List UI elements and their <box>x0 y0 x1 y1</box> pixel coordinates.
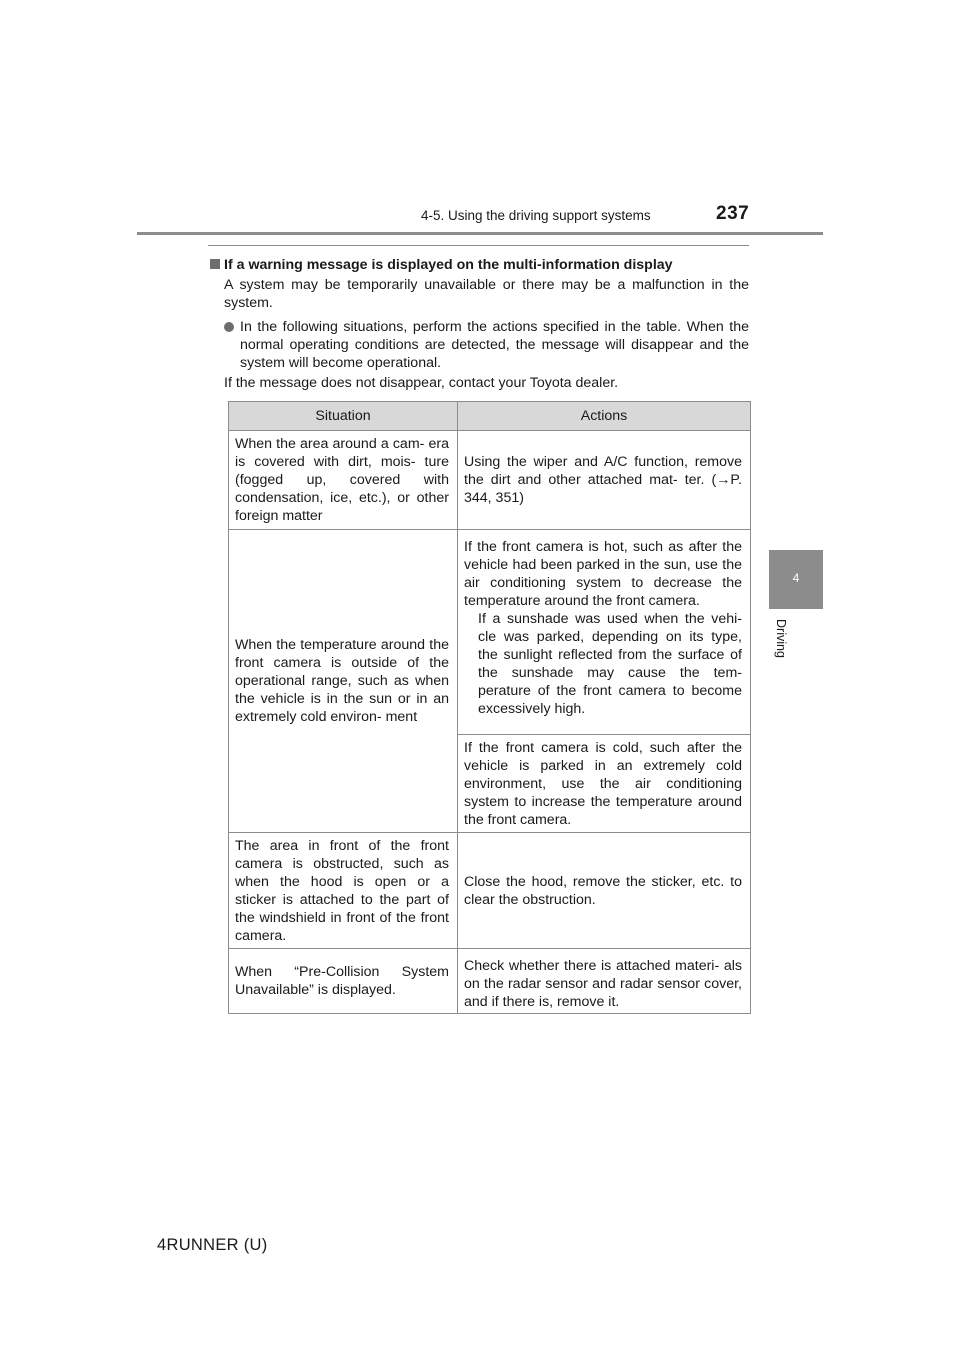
square-bullet-icon <box>210 259 220 269</box>
table-row <box>229 949 751 1014</box>
table-row <box>229 833 751 949</box>
chapter-label: Driving <box>774 619 788 658</box>
column-header-actions: Actions <box>458 402 751 431</box>
heading-text: If a warning message is displayed on the multi-information display <box>224 257 673 273</box>
section-heading <box>210 256 673 274</box>
page-number: 237 <box>716 203 750 224</box>
chapter-number: 4 <box>792 571 800 585</box>
section-title: 4-5. Using the driving support systems <box>421 208 651 223</box>
model-footer: 4RUNNER (U) <box>157 1236 268 1254</box>
situation-cell: The area in front of the front camera is obstructed, such as when the hood is open or a sticker is attached to the part of the windshield in front of the front camera. <box>229 833 458 949</box>
action-cell: If the front camera is cold, such after the vehicle is parked in an extremely cold environment, use the air conditioning system to increase the temperature around the front camera. <box>458 735 751 833</box>
table-row <box>229 530 751 735</box>
action-cell <box>458 530 751 735</box>
table-row <box>229 431 751 530</box>
situation-cell: When “Pre-Collision System Unavailable” is displayed. <box>229 949 458 1014</box>
action-cell: Check whether there is attached materi- als on the radar sensor and radar sensor cover, and if there is, remove it. <box>458 949 751 1014</box>
header-rule <box>137 232 823 235</box>
column-header-situation: Situation <box>229 402 458 431</box>
situation-cell: When the temperature around the front camera is outside of the operational range, such as when the vehicle is in the sun or in an extremely cold environ- ment <box>229 530 458 833</box>
action-cell: Using the wiper and A/C function, remove the dirt and other attached mat- ter. (→P. 344, 351) <box>458 431 751 530</box>
situation-cell: When the area around a cam- era is covered with dirt, mois- ture (fogged up, covered with condensation, ice, etc.), or other foreign matter <box>229 431 458 530</box>
bullet-text: In the following situations, perform the actions specified in the table. When the normal operating conditions are detected, the message will disappear and the system will become operational. <box>240 319 749 371</box>
action-note: If a sunshade was used when the vehi- cle was parked, depending on its type, the sunlight reflected from the surface of the sunshade may cause the tem- perature of the front camera to become excessively high. <box>478 611 742 717</box>
table-header-row <box>229 402 751 431</box>
action-cell: Close the hood, remove the sticker, etc. to clear the obstruction. <box>458 833 751 949</box>
warning-table <box>228 401 751 1014</box>
action-text: If the front camera is hot, such as after the vehicle had been parked in the sun, use the air conditioning system to decrease the temperature around the front camera. <box>464 539 742 609</box>
bullet-item <box>224 318 749 372</box>
round-bullet-icon <box>224 322 234 332</box>
content-rule <box>208 245 749 246</box>
dealer-paragraph: If the message does not disappear, contact your Toyota dealer. <box>224 375 619 391</box>
intro-paragraph: A system may be temporarily unavailable or there may be a malfunction in the system. <box>224 277 749 311</box>
